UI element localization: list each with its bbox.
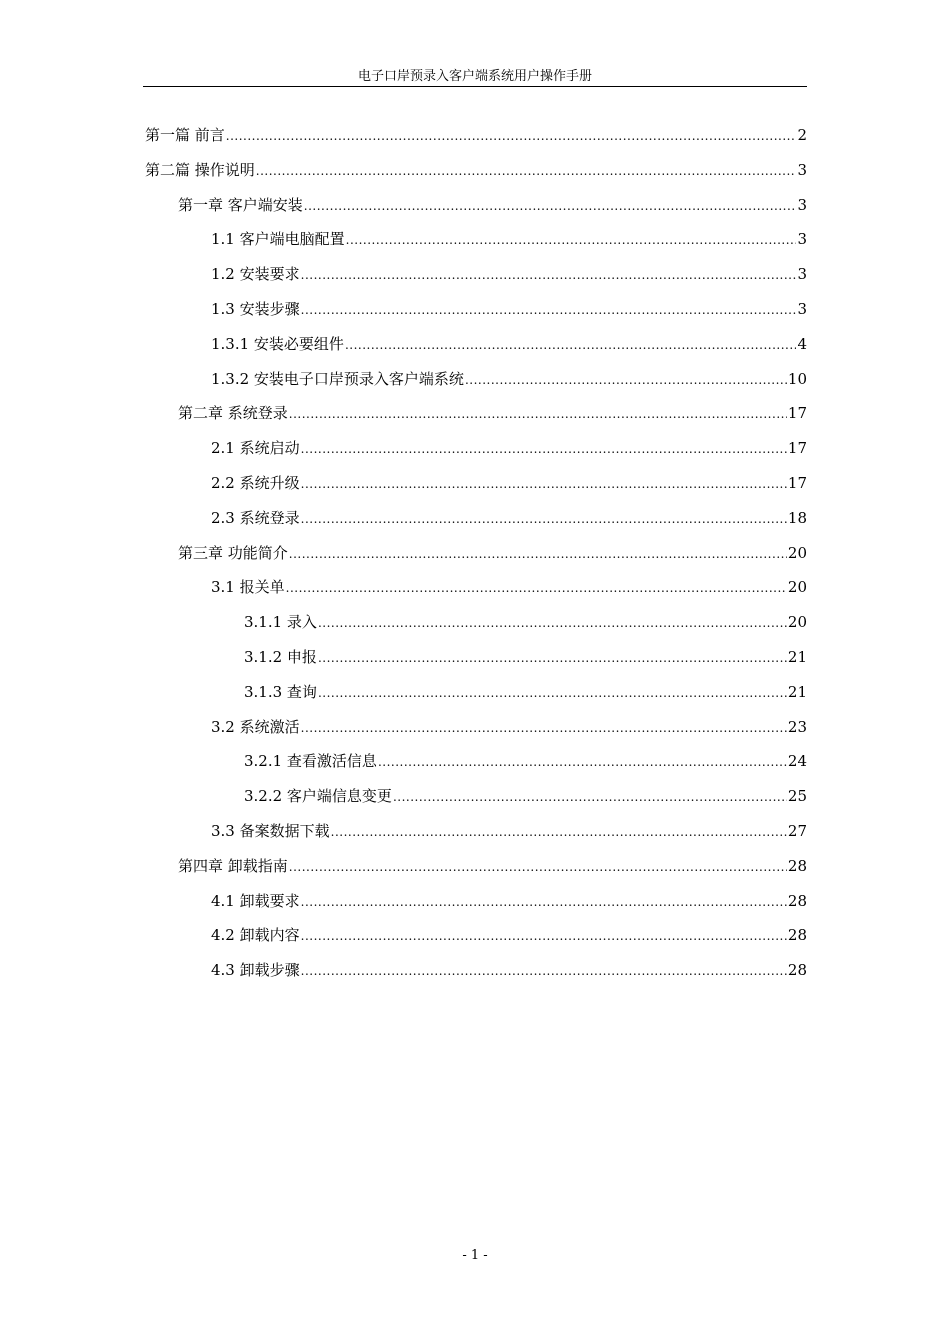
toc-dot-leader [346, 223, 797, 258]
toc-entry-title: 1.3.2 安装电子口岸预录入客户端系统 [211, 369, 464, 388]
toc-entry[interactable] [143, 570, 807, 605]
toc-dot-leader [289, 850, 787, 885]
toc-entry-page: 10 [787, 369, 807, 388]
toc-entry[interactable] [143, 779, 807, 814]
toc-entry-page: 3 [797, 160, 807, 179]
toc-entry[interactable] [143, 153, 807, 188]
toc-entry[interactable] [143, 222, 807, 257]
toc-entry-page: 20 [787, 543, 807, 562]
toc-entry-title: 3.2 系统激活 [211, 717, 300, 736]
toc-entry-page: 28 [787, 926, 807, 945]
toc-entry-page: 3 [797, 195, 807, 214]
toc-entry[interactable] [143, 466, 807, 501]
toc-entry-title: 1.1 客户端电脑配置 [211, 230, 345, 249]
toc-entry-title: 第二章 系统登录 [178, 404, 288, 423]
toc-entry-title: 第一章 客户端安装 [178, 195, 303, 214]
toc-entry-title: 3.3 备案数据下载 [211, 821, 330, 840]
toc-entry[interactable] [143, 675, 807, 710]
toc-entry[interactable] [143, 744, 807, 779]
toc-entry-page: 18 [787, 508, 807, 527]
toc-dot-leader [301, 502, 787, 537]
toc-entry-title: 第二篇 操作说明 [145, 160, 255, 179]
toc-entry[interactable] [143, 536, 807, 571]
toc-entry-page: 20 [787, 613, 807, 632]
toc-dot-leader [301, 954, 787, 989]
toc-entry-title: 第四章 卸载指南 [178, 856, 288, 875]
toc-dot-leader [318, 676, 787, 711]
toc-entry-page: 23 [787, 717, 807, 736]
toc-entry[interactable] [143, 257, 807, 292]
toc-dot-leader [465, 363, 787, 398]
page-number: - 1 - [462, 1248, 488, 1263]
toc-dot-leader [301, 919, 787, 954]
toc-entry-page: 4 [797, 334, 807, 353]
toc-dot-leader [345, 328, 797, 363]
toc-entry-page: 28 [787, 891, 807, 910]
toc-dot-leader [301, 432, 787, 467]
toc-entry-page: 25 [787, 787, 807, 806]
toc-dot-leader [318, 641, 787, 676]
toc-entry-page: 24 [787, 752, 807, 771]
toc-dot-leader [289, 537, 787, 572]
toc-entry[interactable] [143, 327, 807, 362]
toc-entry-title: 3.2.1 查看激活信息 [244, 752, 377, 771]
toc-entry-page: 3 [797, 299, 807, 318]
page-header-title: 电子口岸预录入客户端系统用户操作手册 [357, 69, 592, 84]
toc-entry-page: 20 [787, 578, 807, 597]
toc-dot-leader [304, 189, 797, 224]
toc-entry-title: 2.1 系统启动 [211, 439, 300, 458]
toc-entry-title: 1.3.1 安装必要组件 [211, 334, 344, 353]
toc-entry[interactable] [143, 849, 807, 884]
toc-entry[interactable] [143, 918, 807, 953]
toc-entry-title: 3.1.3 查询 [244, 682, 317, 701]
toc-entry[interactable] [143, 188, 807, 223]
toc-entry-title: 4.2 卸载内容 [211, 926, 300, 945]
toc-entry[interactable] [143, 884, 807, 919]
toc-dot-leader [301, 711, 787, 746]
toc-entry-page: 3 [797, 265, 807, 284]
toc-entry-title: 1.3 安装步骤 [211, 299, 300, 318]
toc-entry[interactable] [143, 814, 807, 849]
toc-entry-title: 1.2 安装要求 [211, 265, 300, 284]
toc-entry-page: 28 [787, 961, 807, 980]
toc-entry[interactable] [143, 431, 807, 466]
toc-entry-title: 第一篇 前言 [145, 126, 225, 144]
toc-entry-title: 3.1.1 录入 [244, 613, 317, 632]
toc-entry-page: 17 [787, 473, 807, 492]
toc-dot-leader [301, 467, 787, 502]
toc-entry[interactable] [143, 501, 807, 536]
toc-dot-leader [286, 571, 787, 606]
toc-entry[interactable] [143, 953, 807, 988]
toc-entry-title: 第三章 功能简介 [178, 543, 288, 562]
toc-entry-title: 2.3 系统登录 [211, 508, 300, 527]
toc-entry-page: 17 [787, 404, 807, 423]
toc-entry-page: 21 [787, 682, 807, 701]
header-divider [143, 86, 807, 87]
toc-entry-title: 4.3 卸载步骤 [211, 961, 300, 980]
toc-dot-leader [289, 397, 787, 432]
toc-dot-leader [331, 815, 787, 850]
toc-entry-page: 3 [797, 230, 807, 249]
toc-dot-leader [318, 606, 787, 641]
toc-entry[interactable] [143, 396, 807, 431]
toc-dot-leader [256, 154, 797, 189]
toc-dot-leader [226, 119, 797, 154]
toc-entry-page: 17 [787, 439, 807, 458]
toc-entry[interactable] [143, 362, 807, 397]
toc-entry[interactable] [143, 292, 807, 327]
toc-entry-title: 2.2 系统升级 [211, 473, 300, 492]
toc-entry[interactable] [143, 640, 807, 675]
toc-entry-page: 27 [787, 821, 807, 840]
table-of-contents [143, 118, 807, 988]
toc-entry-page: 28 [787, 856, 807, 875]
toc-entry-title: 4.1 卸载要求 [211, 891, 300, 910]
toc-entry[interactable] [143, 710, 807, 745]
toc-entry-page: 2 [797, 126, 807, 144]
toc-dot-leader [301, 885, 787, 920]
toc-dot-leader [301, 258, 797, 293]
toc-entry-title: 3.1 报关单 [211, 578, 285, 597]
toc-entry-page: 21 [787, 647, 807, 666]
toc-entry-title: 3.1.2 申报 [244, 647, 317, 666]
toc-entry-title: 3.2.2 客户端信息变更 [244, 787, 392, 806]
toc-entry[interactable] [143, 605, 807, 640]
toc-dot-leader [393, 780, 787, 815]
toc-dot-leader [378, 745, 787, 780]
toc-dot-leader [301, 293, 797, 328]
toc-entry[interactable] [143, 118, 807, 153]
